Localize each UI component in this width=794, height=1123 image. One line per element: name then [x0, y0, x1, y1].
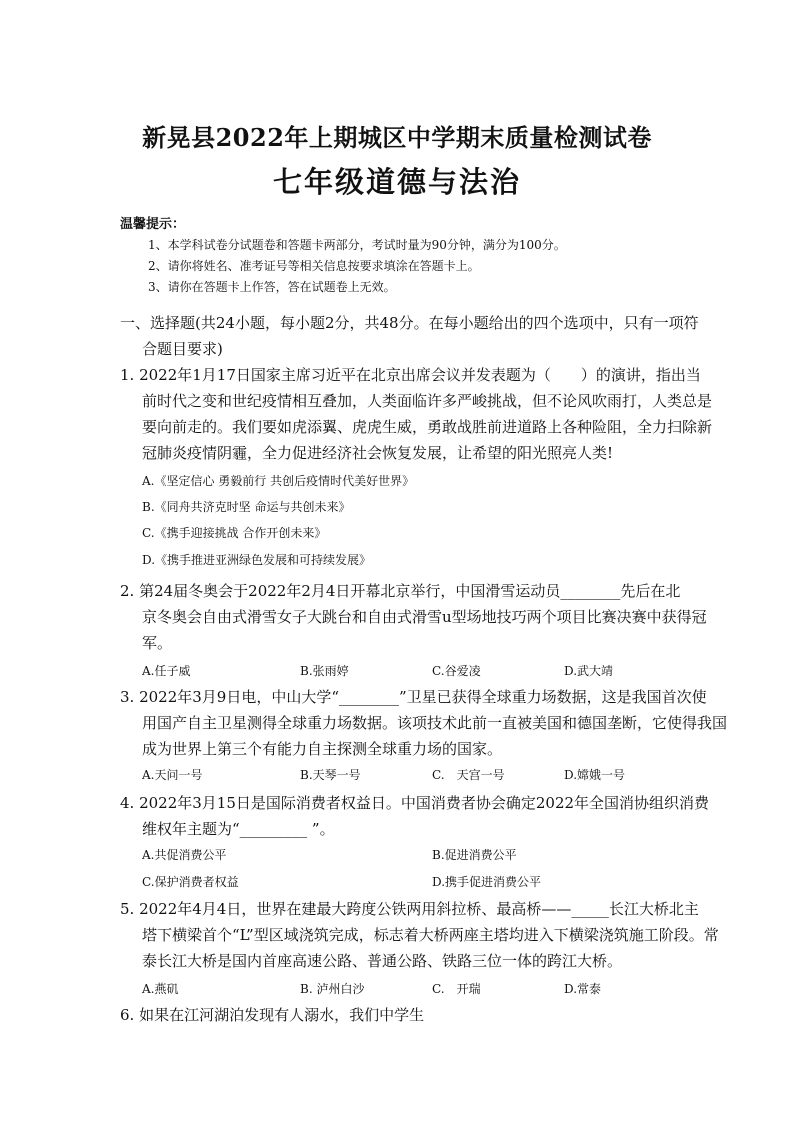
question-5-option-a: A.燕矶 [142, 982, 179, 996]
tip-item: 1、本学科试卷分试题卷和答题卡两部分，考试时量为90分钟，满分为100分。 [148, 238, 566, 252]
question-4-option-a: A.共促消费公平 [142, 848, 227, 862]
question-3-option-b: B.天琴一号 [300, 768, 361, 782]
question-2-option-b: B.张雨婷 [300, 664, 349, 678]
tips-heading: 温馨提示： [120, 217, 186, 232]
question-4-line: 4. 2022年3月15日是国际消费者权益日。中国消费者协会确定2022年全国消协组织消费 [120, 794, 710, 812]
question-1-option-a: A.《坚定信心 勇毅前行 共创后疫情时代美好世界》 [142, 474, 415, 488]
question-4-line: 维权年主题为“_________ ”。 [142, 820, 335, 838]
question-1-line: 冠肺炎疫情阴霾，全力促进经济社会恢复发展，让希望的阳光照亮人类! [142, 444, 614, 462]
question-1-line: 前时代之变和世纪疫情相互叠加，人类面临许多严峻挑战，但不论风吹雨打，人类总是 [142, 392, 713, 410]
question-1-option-c: C.《携手迎接挑战 合作开创未来》 [142, 526, 327, 540]
tip-item: 2、请你将姓名、准考证号等相关信息按要求填涂在答题卡上。 [148, 259, 480, 273]
question-1-line: 要向前走的。我们要如虎添翼、虎虎生威，勇敢战胜前进道路上各种险阻，全力扫除新 [142, 418, 713, 436]
question-3-option-d: D.嫦娥一号 [564, 768, 626, 782]
section-heading: 一、选择题(共24小题，每小题2分，共48分。在每小题给出的四个选项中，只有一项符 [120, 314, 699, 332]
tip-item: 3、请你在答题卡上作答，答在试题卷上无效。 [148, 280, 396, 294]
question-5-line: 泰长江大桥是国内首座高速公路、普通公路、铁路三位一体的跨江大桥。 [142, 952, 623, 970]
question-5-option-c: C. 开瑞 [432, 982, 481, 996]
question-1-option-b: B.《同舟共济克时坚 命运与共创未来》 [142, 500, 351, 514]
subject-title: 七年级道德与法治 [272, 165, 521, 199]
question-5-line: 5. 2022年4月4日，世界在建最大跨度公铁两用斜拉桥、最高桥——_____长江大桥北主 [120, 900, 699, 918]
question-3-option-c: C. 天宫一号 [432, 768, 505, 782]
question-2-option-c: C.谷爱凌 [432, 664, 481, 678]
question-3-line: 成为世界上第三个有能力自主探测全球重力场的国家。 [142, 740, 503, 758]
question-2-line: 京冬奥会自由式滑雪女子大跳台和自由式滑雪u型场地技巧两个项目比赛决赛中获得冠 [142, 608, 707, 626]
question-2-option-a: A.任子威 [142, 664, 191, 678]
question-5-option-b: B. 泸州白沙 [300, 982, 365, 996]
question-4-option-b: B.促进消费公平 [432, 848, 517, 862]
question-1-option-d: D.《携手推进亚洲绿色发展和可持续发展》 [142, 553, 372, 567]
question-5-option-d: D.常泰 [564, 982, 602, 996]
question-3-line: 用国产自主卫星测得全球重力场数据。该项技术此前一直被美国和德国垄断，它使得我国 [142, 714, 728, 732]
question-3-line: 3. 2022年3月9日电，中山大学“________”卫星已获得全球重力场数据，这是我国首次使 [120, 688, 707, 706]
section-heading-cont: 合题目要求) [142, 340, 223, 358]
question-2-line: 2. 第24届冬奥会于2022年2月4日开幕北京举行，中国滑雪运动员________先后在北 [120, 582, 681, 600]
question-5-line: 塔下横梁首个“L”型区域浇筑完成，标志着大桥两座主塔均进入下横梁浇筑施工阶段。常 [142, 926, 719, 944]
question-4-option-d: D.携手促进消费公平 [432, 875, 542, 889]
question-6-line: 6. 如果在江河湖泊发现有人溺水，我们中学生 [120, 1006, 425, 1024]
exam-title: 新晃县2022年上期城区中学期末质量检测试卷 [142, 123, 652, 152]
question-2-option-d: D.武大靖 [564, 664, 614, 678]
question-2-line: 军。 [142, 634, 173, 652]
question-3-option-a: A.天问一号 [142, 768, 203, 782]
question-1-line: 1. 2022年1月17日国家主席习近平在北京出席会议并发表题为（ ）的演讲，指出当 [120, 366, 701, 384]
question-4-option-c: C.保护消费者权益 [142, 875, 239, 889]
